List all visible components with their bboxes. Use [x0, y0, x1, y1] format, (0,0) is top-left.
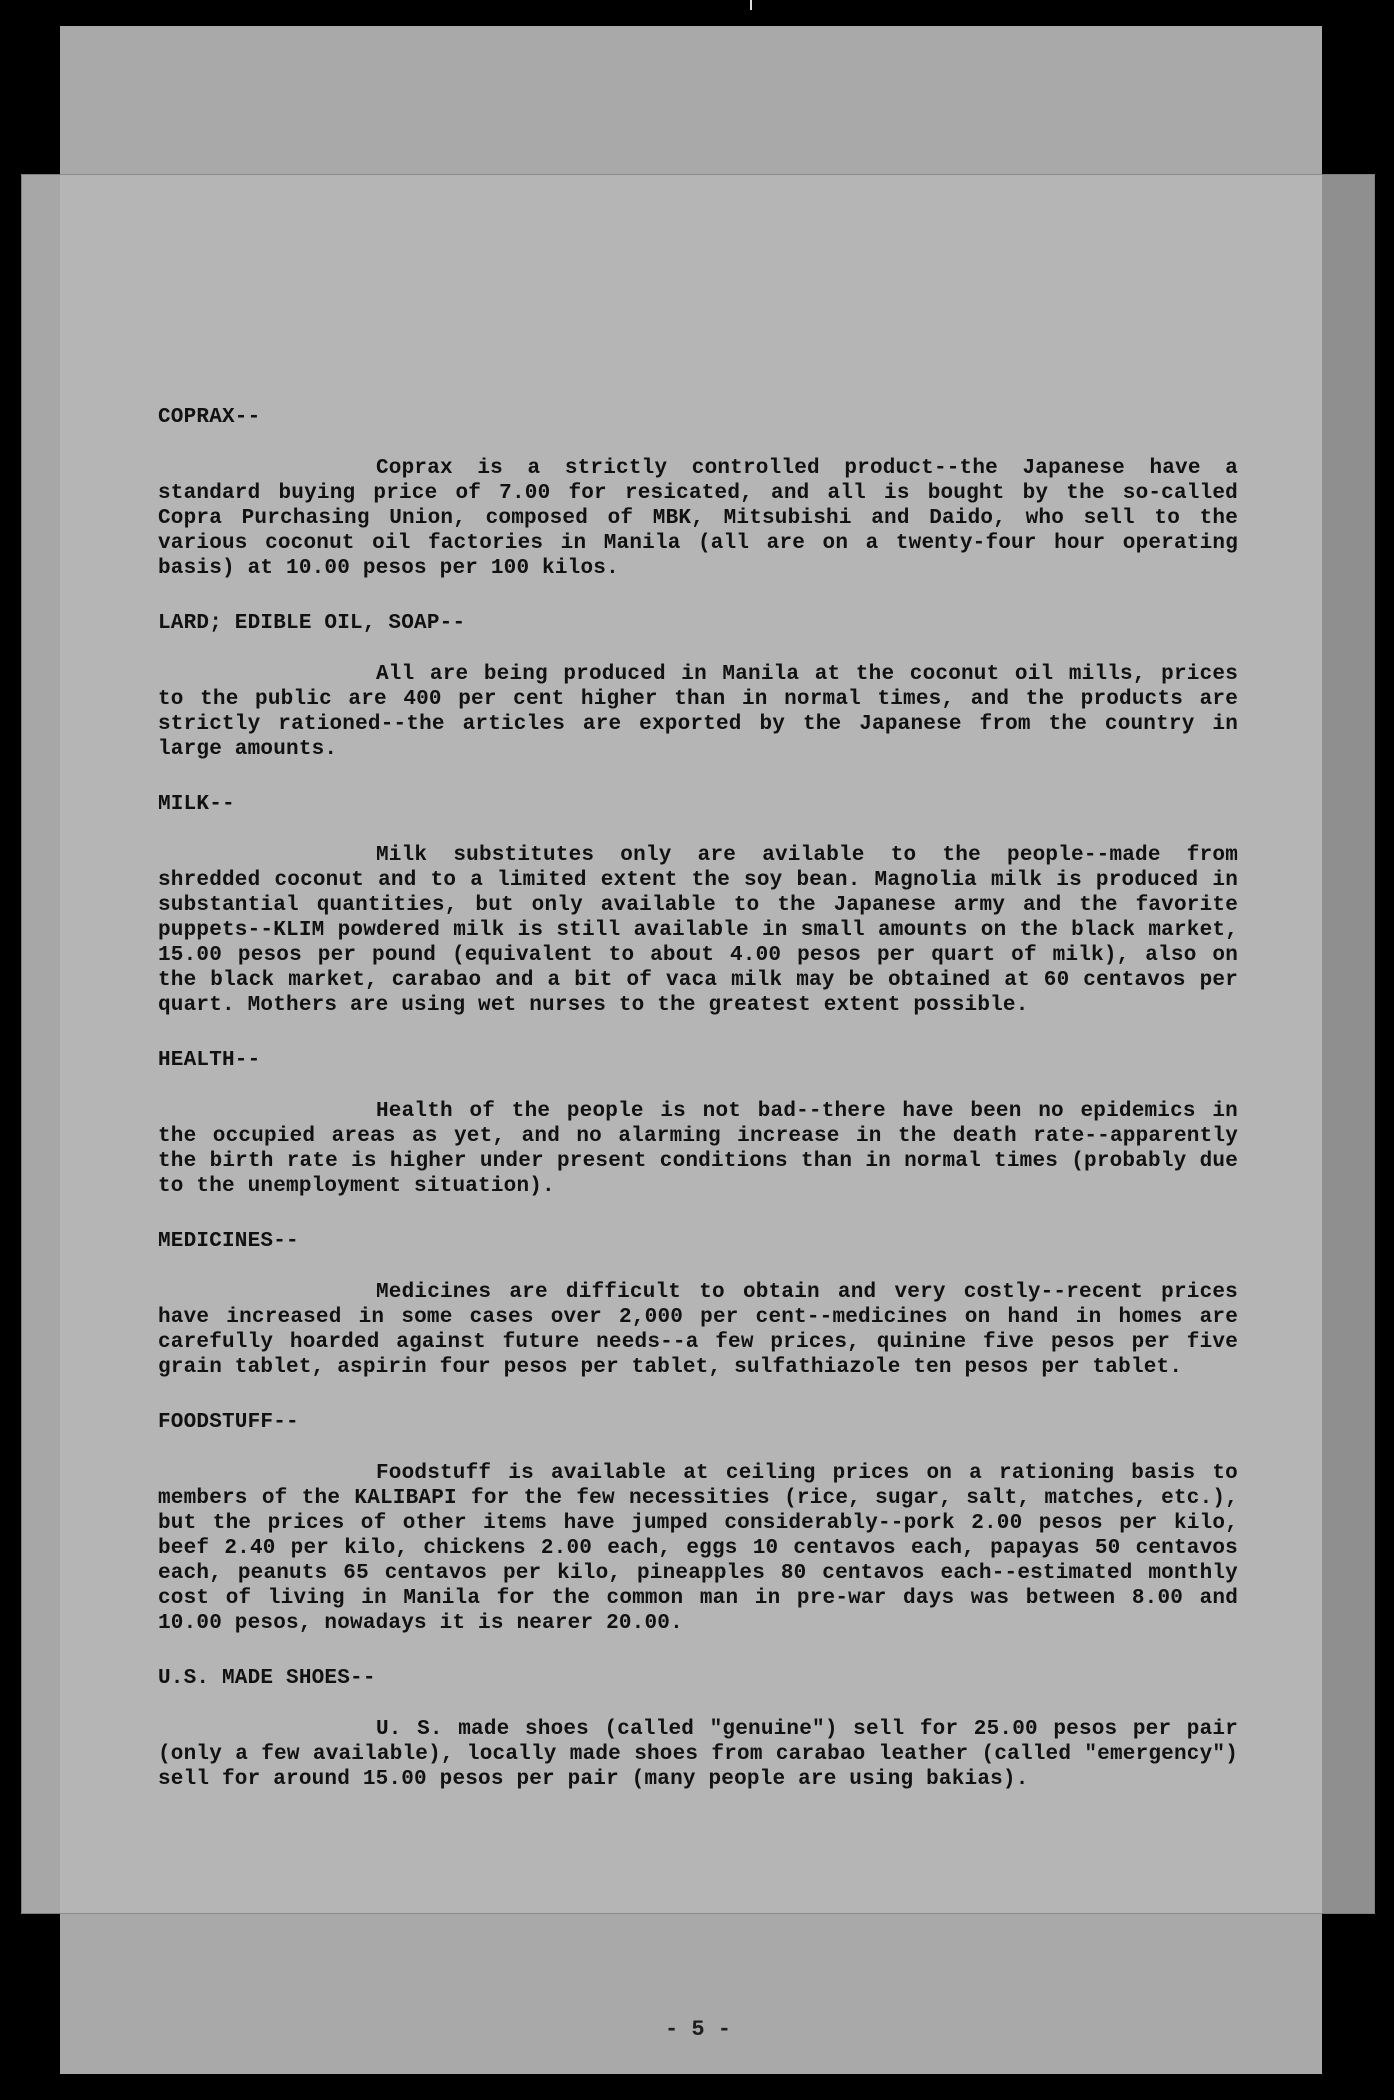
section-paragraph: All are being produced in Manila at the coconut oil mills, prices to the public are 400 per cent higher than in normal times, and the products are strictly rationed--the articles are exported by the Japanese from the country in large amounts. — [158, 663, 1238, 761]
section-paragraph: Medicines are difficult to obtain and very costly--recent prices have increased in some cases over 2,000 per cent--medicines on hand in homes are carefully hoarded against future needs--a few prices, quinine five pesos per five grain tablet, aspirin four pesos per tablet, sulfathiazole ten pesos per tablet. — [158, 1281, 1238, 1379]
page-number: - 5 - — [664, 2017, 731, 2042]
section-medicines — [158, 1229, 1238, 1380]
section-heading: COPRAX-- — [158, 406, 261, 429]
film-edge-mark — [750, 0, 752, 10]
section-foodstuff — [158, 1410, 1238, 1636]
section-heading: HEALTH-- — [158, 1049, 261, 1072]
section-heading: MEDICINES-- — [158, 1230, 299, 1253]
section-heading: LARD; EDIBLE OIL, SOAP-- — [158, 612, 466, 635]
section-heading: MILK-- — [158, 793, 235, 816]
section-paragraph: U. S. made shoes (called "genuine") sell for 25.00 pesos per pair (only a few available), locally made shoes from carabao leather (called "emergency") sell for around 15.00 pesos per pair (many people are using bakias). — [158, 1718, 1238, 1791]
section-health — [158, 1048, 1238, 1199]
section-paragraph: Coprax is a strictly controlled product--the Japanese have a standard buying price of 7.00 for resicated, and all is bought by the so-called Copra Purchasing Union, composed of MBK, Mitsubishi and Daido, who sell to the various coconut oil factories in Manila (all are on a twenty-four hour operating basis) at 10.00 pesos per 100 kilos. — [158, 457, 1238, 580]
section-heading: U.S. MADE SHOES-- — [158, 1667, 376, 1690]
section-paragraph: Milk substitutes only are avilable to the people--made from shredded coconut and to a limited extent the soy bean. Magnolia milk is produced in substantial quantities, but only available to the Japanese army and the favorite puppets--KLIM powdered milk is still available in small amounts on the black market, 15.00 pesos per pound (equivalent to about 4.00 pesos per quart of milk), also on the black market, carabao and a bit of vaca milk may be obtained at 60 centavos per quart. Mothers are using wet nurses to the greatest extent possible. — [158, 844, 1238, 1017]
section-heading: FOODSTUFF-- — [158, 1411, 299, 1434]
section-milk — [158, 792, 1238, 1018]
section-us-made-shoes — [158, 1666, 1238, 1792]
overlay-sheet-edge — [1322, 175, 1374, 1913]
section-paragraph: Foodstuff is available at ceiling prices on a rationing basis to members of the KALIBAPI for the few necessities (rice, sugar, salt, matches, etc.), but the prices of other items have jumped considerably--pork 2.00 pesos per kilo, beef 2.40 per kilo, chickens 2.00 each, eggs 10 centavos each, papayas 50 centavos each, peanuts 65 centavos per kilo, pineapples 80 centavos each--estimated monthly cost of living in Manila for the common man in pre-war days was between 8.00 and 10.00 pesos, nowadays it is nearer 20.00. — [158, 1462, 1238, 1635]
section-coprax — [158, 405, 1238, 581]
section-paragraph: Health of the people is not bad--there have been no epidemics in the occupied areas as yet, and no alarming increase in the death rate--apparently the birth rate is higher under present conditions than in normal times (probably due to the unemployment situation). — [158, 1100, 1238, 1198]
typed-document-body — [158, 405, 1238, 1822]
section-lard-edible-oil-soap — [158, 611, 1238, 762]
